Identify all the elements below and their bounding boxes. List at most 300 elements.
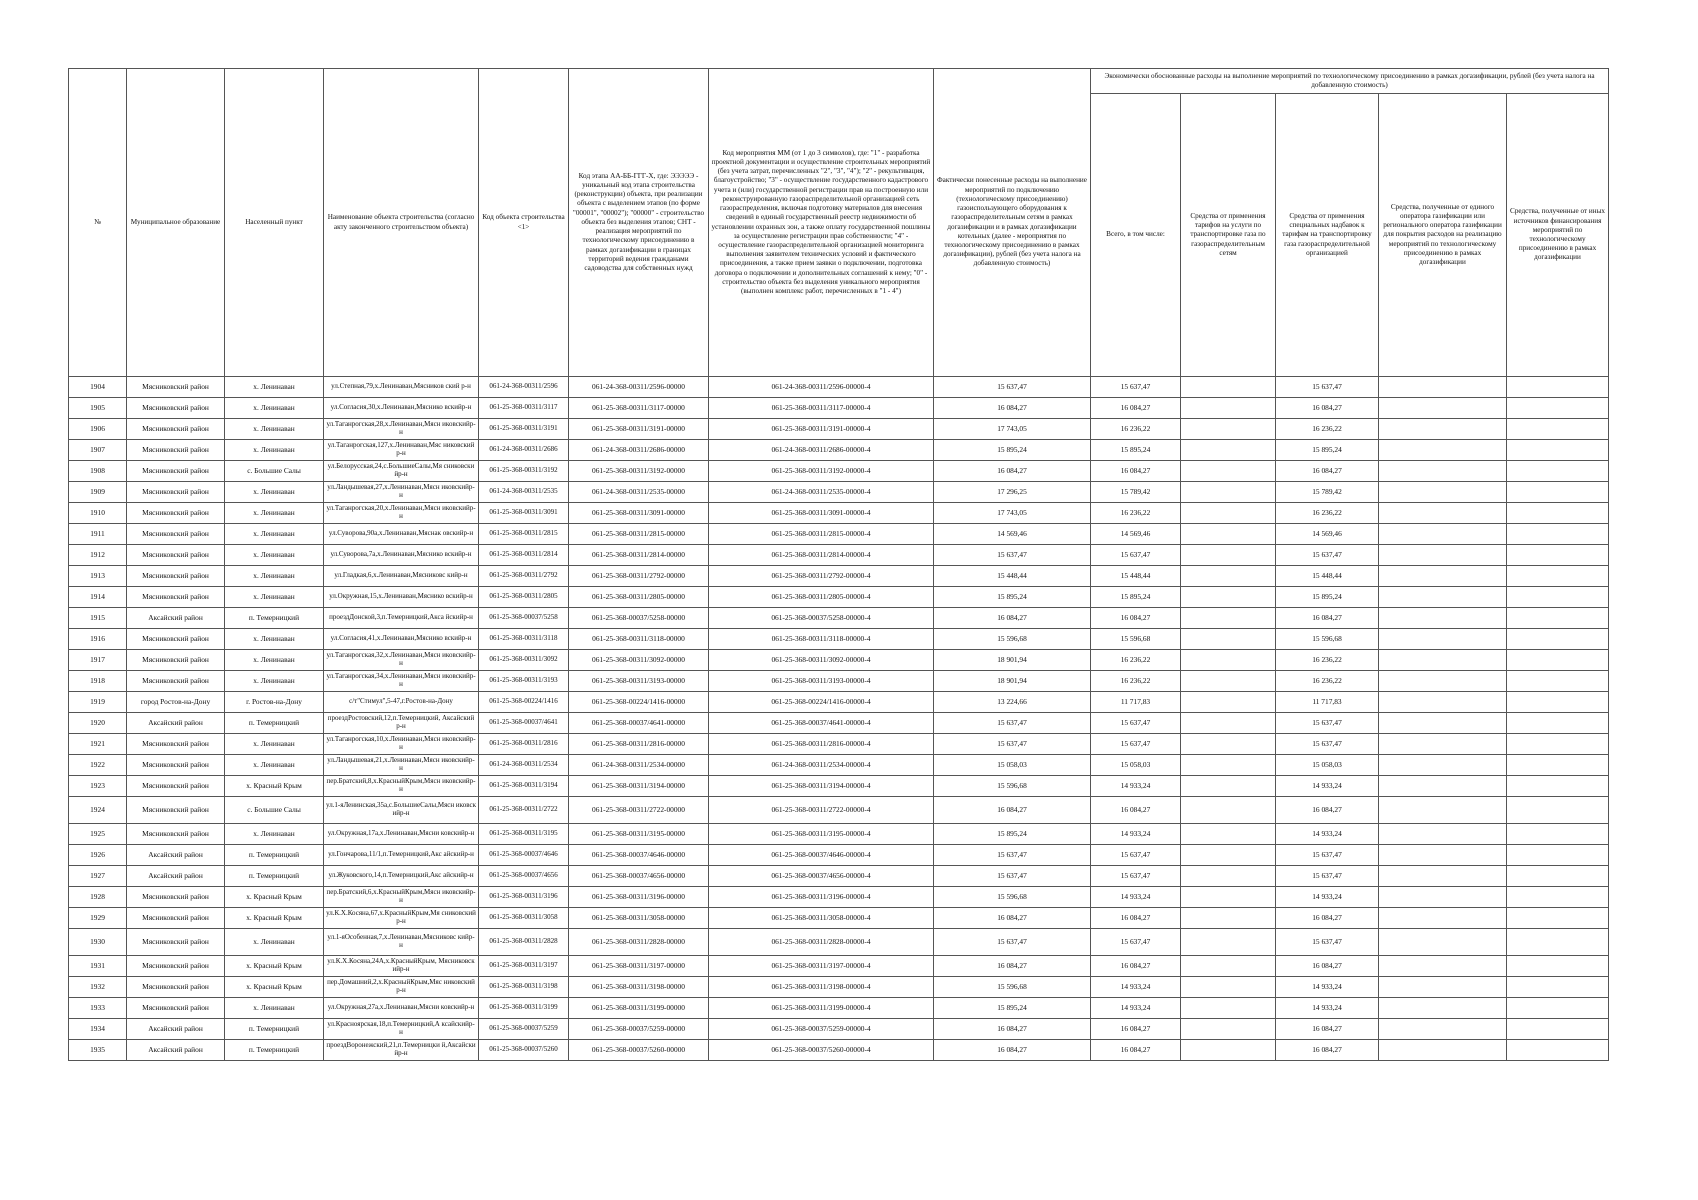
cell-actual-costs: 17 743,05 bbox=[934, 503, 1091, 524]
cell-actual-costs: 15 596,68 bbox=[934, 776, 1091, 797]
cell-object-name: с/т"Стимул",5-47,г.Ростов-на-Дону bbox=[324, 692, 479, 713]
cell-municipality: Мясниковский район bbox=[127, 929, 225, 956]
cell-stage-code: 061-25-368-00037/5258-00000 bbox=[569, 608, 709, 629]
cell-stage-code: 061-25-368-00037/5260-00000 bbox=[569, 1040, 709, 1061]
cell-total: 15 637,47 bbox=[1091, 929, 1181, 956]
cell-object-name: проездДонской,3,п.Темерницкий,Акса йскийр-н bbox=[324, 608, 479, 629]
cell-object-name: ул.К.Х.Косяна,67,х.КрасныйКрым,Мя сниковскийр-н bbox=[324, 908, 479, 929]
cell-settlement: х. Красный Крым bbox=[225, 776, 324, 797]
cell-total: 15 637,47 bbox=[1091, 866, 1181, 887]
cell-stage-code: 061-25-368-00311/3092-00000 bbox=[569, 650, 709, 671]
cell-stage-code: 061-25-368-00311/3198-00000 bbox=[569, 977, 709, 998]
cell-stage-code: 061-25-368-00037/4656-00000 bbox=[569, 866, 709, 887]
cell-num: 1934 bbox=[69, 1019, 127, 1040]
table-row bbox=[69, 608, 1609, 629]
cell-object-name: ул.Гладкая,6,х.Ленинаван,Мясниковс кийр-н bbox=[324, 566, 479, 587]
cell-measure-code: 061-25-368-00311/3193-00000-4 bbox=[709, 671, 934, 692]
cell-num: 1930 bbox=[69, 929, 127, 956]
cell-tariff bbox=[1181, 776, 1276, 797]
cell-municipality: Мясниковский район bbox=[127, 824, 225, 845]
cell-actual-costs: 16 084,27 bbox=[934, 608, 1091, 629]
table-row bbox=[69, 587, 1609, 608]
cell-municipality: Мясниковский район bbox=[127, 887, 225, 908]
cell-actual-costs: 15 448,44 bbox=[934, 566, 1091, 587]
cell-actual-costs: 16 084,27 bbox=[934, 398, 1091, 419]
col-tariff-header: Средства от применения тарифов на услуги по транспортировке газа по газораспределительным сетям bbox=[1181, 94, 1276, 377]
cell-tariff bbox=[1181, 587, 1276, 608]
cell-tariff bbox=[1181, 845, 1276, 866]
table-row bbox=[69, 977, 1609, 998]
cell-surcharge: 15 895,24 bbox=[1276, 440, 1379, 461]
table-row bbox=[69, 377, 1609, 398]
cell-settlement: х. Ленинаван bbox=[225, 377, 324, 398]
cell-settlement: с. Большие Салы bbox=[225, 797, 324, 824]
cell-surcharge: 16 084,27 bbox=[1276, 797, 1379, 824]
cell-settlement: х. Красный Крым bbox=[225, 887, 324, 908]
cell-measure-code: 061-25-368-00037/4646-00000-4 bbox=[709, 845, 934, 866]
cell-object-code: 061-25-368-00311/3117 bbox=[479, 398, 569, 419]
cell-num: 1917 bbox=[69, 650, 127, 671]
cell-other bbox=[1507, 419, 1609, 440]
cell-measure-code: 061-25-368-00037/4656-00000-4 bbox=[709, 866, 934, 887]
cell-operator bbox=[1379, 524, 1507, 545]
cell-other bbox=[1507, 503, 1609, 524]
cell-tariff bbox=[1181, 566, 1276, 587]
cell-object-code: 061-25-368-00311/2792 bbox=[479, 566, 569, 587]
cell-actual-costs: 15 637,47 bbox=[934, 866, 1091, 887]
cell-tariff bbox=[1181, 524, 1276, 545]
cell-other bbox=[1507, 908, 1609, 929]
cell-surcharge: 16 084,27 bbox=[1276, 1040, 1379, 1061]
cell-tariff bbox=[1181, 755, 1276, 776]
cell-tariff bbox=[1181, 998, 1276, 1019]
table-row bbox=[69, 734, 1609, 755]
cell-operator bbox=[1379, 908, 1507, 929]
cell-stage-code: 061-25-368-00311/2815-00000 bbox=[569, 524, 709, 545]
cell-object-name: ул.Таганрогская,127,х.Ленинаван,Мяс никовскийр-н bbox=[324, 440, 479, 461]
cell-object-code: 061-25-368-00311/3092 bbox=[479, 650, 569, 671]
col-object-code-header: Код объекта строительства <1> bbox=[479, 69, 569, 377]
cell-object-code: 061-25-368-00311/3058 bbox=[479, 908, 569, 929]
cell-stage-code: 061-25-368-00037/5259-00000 bbox=[569, 1019, 709, 1040]
cell-actual-costs: 13 224,66 bbox=[934, 692, 1091, 713]
cell-other bbox=[1507, 629, 1609, 650]
cell-num: 1908 bbox=[69, 461, 127, 482]
cell-measure-code: 061-24-368-00311/2534-00000-4 bbox=[709, 755, 934, 776]
cell-municipality: Мясниковский район bbox=[127, 650, 225, 671]
col-num-header: № bbox=[69, 69, 127, 377]
cell-municipality: Мясниковский район bbox=[127, 797, 225, 824]
cell-object-code: 061-24-368-00311/2535 bbox=[479, 482, 569, 503]
cell-num: 1933 bbox=[69, 998, 127, 1019]
cell-measure-code: 061-25-368-00311/3196-00000-4 bbox=[709, 887, 934, 908]
table-row bbox=[69, 461, 1609, 482]
table-header bbox=[69, 69, 1609, 377]
cell-surcharge: 14 933,24 bbox=[1276, 824, 1379, 845]
cell-measure-code: 061-25-368-00037/4641-00000-4 bbox=[709, 713, 934, 734]
cell-settlement: х. Ленинаван bbox=[225, 671, 324, 692]
table-row bbox=[69, 440, 1609, 461]
cell-surcharge: 14 569,46 bbox=[1276, 524, 1379, 545]
cell-stage-code: 061-25-368-00311/3058-00000 bbox=[569, 908, 709, 929]
cell-operator bbox=[1379, 998, 1507, 1019]
cell-operator bbox=[1379, 545, 1507, 566]
cell-operator bbox=[1379, 887, 1507, 908]
cell-actual-costs: 16 084,27 bbox=[934, 797, 1091, 824]
table-row bbox=[69, 713, 1609, 734]
cell-object-code: 061-25-368-00224/1416 bbox=[479, 692, 569, 713]
cell-total: 15 637,47 bbox=[1091, 713, 1181, 734]
table-row bbox=[69, 824, 1609, 845]
cell-object-code: 061-25-368-00311/3198 bbox=[479, 977, 569, 998]
cell-object-code: 061-25-368-00311/2805 bbox=[479, 587, 569, 608]
cell-operator bbox=[1379, 377, 1507, 398]
cell-object-name: ул.Таганрогская,10,х.Ленинаван,Мясн иковскийр-н bbox=[324, 734, 479, 755]
cell-object-name: пер.Братский,8,х.КрасныйКрым,Мясн иковскийр-н bbox=[324, 776, 479, 797]
cell-surcharge: 16 236,22 bbox=[1276, 671, 1379, 692]
col-operator-header: Средства, полученные от единого оператора газификации или регионального оператора газификации для покрытия расходов на реализацию мероприятий по технологическому присоединению в рамках догазификации bbox=[1379, 94, 1507, 377]
cell-surcharge: 16 236,22 bbox=[1276, 650, 1379, 671]
cell-municipality: Мясниковский район bbox=[127, 482, 225, 503]
cell-other bbox=[1507, 977, 1609, 998]
cell-measure-code: 061-25-368-00311/2722-00000-4 bbox=[709, 797, 934, 824]
table-row bbox=[69, 797, 1609, 824]
cell-surcharge: 15 637,47 bbox=[1276, 713, 1379, 734]
table-row bbox=[69, 629, 1609, 650]
cell-other bbox=[1507, 524, 1609, 545]
cell-other bbox=[1507, 887, 1609, 908]
cell-total: 16 236,22 bbox=[1091, 650, 1181, 671]
cell-municipality: Аксайский район bbox=[127, 866, 225, 887]
cell-object-name: ул.Согласия,30,х.Ленинаван,Мяснико вскийр-н bbox=[324, 398, 479, 419]
cell-settlement: г. Ростов-на-Дону bbox=[225, 692, 324, 713]
cell-num: 1935 bbox=[69, 1040, 127, 1061]
cell-measure-code: 061-25-368-00311/2828-00000-4 bbox=[709, 929, 934, 956]
cell-surcharge: 16 084,27 bbox=[1276, 1019, 1379, 1040]
cell-settlement: п. Темерницкий bbox=[225, 1019, 324, 1040]
cell-municipality: Мясниковский район bbox=[127, 755, 225, 776]
cell-object-name: ул.Красноярская,18,п.Темерницкий,А ксайскийр-н bbox=[324, 1019, 479, 1040]
cell-operator bbox=[1379, 713, 1507, 734]
cell-actual-costs: 15 637,47 bbox=[934, 377, 1091, 398]
cell-surcharge: 15 637,47 bbox=[1276, 929, 1379, 956]
cell-total: 15 058,03 bbox=[1091, 755, 1181, 776]
cell-actual-costs: 16 084,27 bbox=[934, 908, 1091, 929]
cell-other bbox=[1507, 692, 1609, 713]
cell-object-code: 061-25-368-00311/3197 bbox=[479, 956, 569, 977]
cell-stage-code: 061-25-368-00311/3195-00000 bbox=[569, 824, 709, 845]
cell-operator bbox=[1379, 461, 1507, 482]
cell-total: 11 717,83 bbox=[1091, 692, 1181, 713]
cell-stage-code: 061-25-368-00311/3118-00000 bbox=[569, 629, 709, 650]
cell-object-code: 061-25-368-00311/2722 bbox=[479, 797, 569, 824]
cell-other bbox=[1507, 797, 1609, 824]
cell-total: 16 084,27 bbox=[1091, 956, 1181, 977]
table-row bbox=[69, 845, 1609, 866]
cell-total: 15 637,47 bbox=[1091, 845, 1181, 866]
cell-other bbox=[1507, 608, 1609, 629]
cell-surcharge: 16 236,22 bbox=[1276, 419, 1379, 440]
cell-actual-costs: 15 637,47 bbox=[934, 929, 1091, 956]
cell-actual-costs: 16 084,27 bbox=[934, 461, 1091, 482]
cell-tariff bbox=[1181, 419, 1276, 440]
costs-table bbox=[68, 68, 1609, 1061]
table-row bbox=[69, 956, 1609, 977]
document-page bbox=[68, 68, 1608, 1061]
cell-stage-code: 061-25-368-00311/2828-00000 bbox=[569, 929, 709, 956]
cell-surcharge: 15 448,44 bbox=[1276, 566, 1379, 587]
cell-object-name: ул.Ландышевая,27,х.Ленинаван,Мясн иковскийр-н bbox=[324, 482, 479, 503]
cell-stage-code: 061-24-368-00311/2686-00000 bbox=[569, 440, 709, 461]
cell-total: 16 236,22 bbox=[1091, 503, 1181, 524]
cell-num: 1921 bbox=[69, 734, 127, 755]
col-other-header: Средства, полученные от иных источников финансирования мероприятий по технологическому присоединению в рамках догазификации bbox=[1507, 94, 1609, 377]
cell-num: 1919 bbox=[69, 692, 127, 713]
cell-total: 16 236,22 bbox=[1091, 671, 1181, 692]
cell-object-name: ул.Окружная,17а,х.Ленинаван,Мясни ковскийр-н bbox=[324, 824, 479, 845]
cell-municipality: Мясниковский район bbox=[127, 776, 225, 797]
cell-actual-costs: 16 084,27 bbox=[934, 956, 1091, 977]
cell-operator bbox=[1379, 956, 1507, 977]
cell-object-name: ул.Жуковского,14,п.Темерницкий,Акс айскийр-н bbox=[324, 866, 479, 887]
cell-object-name: ул.Гончарова,11/1,п.Темерницкий,Акс айскийр-н bbox=[324, 845, 479, 866]
cell-settlement: х. Ленинаван bbox=[225, 524, 324, 545]
cell-surcharge: 14 933,24 bbox=[1276, 998, 1379, 1019]
cell-stage-code: 061-25-368-00311/2722-00000 bbox=[569, 797, 709, 824]
cell-object-code: 061-24-368-00311/2534 bbox=[479, 755, 569, 776]
cell-operator bbox=[1379, 977, 1507, 998]
cell-measure-code: 061-24-368-00311/2596-00000-4 bbox=[709, 377, 934, 398]
cell-operator bbox=[1379, 629, 1507, 650]
cell-actual-costs: 15 895,24 bbox=[934, 824, 1091, 845]
cell-measure-code: 061-24-368-00311/2686-00000-4 bbox=[709, 440, 934, 461]
cell-other bbox=[1507, 929, 1609, 956]
cell-tariff bbox=[1181, 398, 1276, 419]
cell-municipality: Мясниковский район bbox=[127, 566, 225, 587]
col-total-header: Всего, в том числе: bbox=[1091, 94, 1181, 377]
cell-object-code: 061-25-368-00311/3118 bbox=[479, 629, 569, 650]
cell-settlement: х. Ленинаван bbox=[225, 482, 324, 503]
cell-settlement: х. Красный Крым bbox=[225, 908, 324, 929]
cell-operator bbox=[1379, 650, 1507, 671]
cell-object-name: ул.Ландышевая,21,х.Ленинаван,Мясн иковскийр-н bbox=[324, 755, 479, 776]
cell-total: 14 569,46 bbox=[1091, 524, 1181, 545]
cell-object-code: 061-25-368-00311/2814 bbox=[479, 545, 569, 566]
cell-num: 1931 bbox=[69, 956, 127, 977]
cell-total: 15 637,47 bbox=[1091, 734, 1181, 755]
cell-object-name: ул.Таганрогская,28,х.Ленинаван,Мясн иковскийр-н bbox=[324, 419, 479, 440]
cell-measure-code: 061-25-368-00311/2816-00000-4 bbox=[709, 734, 934, 755]
cell-object-code: 061-25-368-00311/3194 bbox=[479, 776, 569, 797]
cell-actual-costs: 18 901,94 bbox=[934, 650, 1091, 671]
cell-stage-code: 061-25-368-00311/3191-00000 bbox=[569, 419, 709, 440]
cell-object-name: ул.Окружная,15,х.Ленинаван,Мяснико вскийр-н bbox=[324, 587, 479, 608]
cell-object-name: ул.Белорусская,24,с.БольшиеСалы,Мя сниковскийр-н bbox=[324, 461, 479, 482]
cell-object-code: 061-25-368-00311/2816 bbox=[479, 734, 569, 755]
table-row bbox=[69, 545, 1609, 566]
cell-municipality: Аксайский район bbox=[127, 1019, 225, 1040]
cell-total: 16 084,27 bbox=[1091, 1019, 1181, 1040]
cell-settlement: х. Ленинаван bbox=[225, 998, 324, 1019]
cell-other bbox=[1507, 713, 1609, 734]
cell-surcharge: 15 058,03 bbox=[1276, 755, 1379, 776]
cell-surcharge: 15 637,47 bbox=[1276, 545, 1379, 566]
cell-municipality: Аксайский район bbox=[127, 1040, 225, 1061]
cell-surcharge: 15 637,47 bbox=[1276, 734, 1379, 755]
cell-actual-costs: 15 596,68 bbox=[934, 887, 1091, 908]
cell-actual-costs: 15 058,03 bbox=[934, 755, 1091, 776]
cell-measure-code: 061-25-368-00311/3191-00000-4 bbox=[709, 419, 934, 440]
cell-object-name: ул.Таганрогская,20,х.Ленинаван,Мясн иковскийр-н bbox=[324, 503, 479, 524]
table-row bbox=[69, 566, 1609, 587]
cell-actual-costs: 15 895,24 bbox=[934, 587, 1091, 608]
cell-actual-costs: 15 637,47 bbox=[934, 845, 1091, 866]
cell-measure-code: 061-25-368-00311/3092-00000-4 bbox=[709, 650, 934, 671]
cell-other bbox=[1507, 734, 1609, 755]
cell-settlement: х. Ленинаван bbox=[225, 824, 324, 845]
cell-measure-code: 061-25-368-00311/3194-00000-4 bbox=[709, 776, 934, 797]
table-row bbox=[69, 692, 1609, 713]
cell-other bbox=[1507, 1019, 1609, 1040]
cell-object-name: ул.К.Х.Косяна,24А,х.КрасныйКрым, Мясниковскийр-н bbox=[324, 956, 479, 977]
cell-operator bbox=[1379, 671, 1507, 692]
cell-tariff bbox=[1181, 461, 1276, 482]
cell-stage-code: 061-25-368-00311/2816-00000 bbox=[569, 734, 709, 755]
cell-settlement: х. Ленинаван bbox=[225, 650, 324, 671]
cell-num: 1915 bbox=[69, 608, 127, 629]
cell-other bbox=[1507, 482, 1609, 503]
cell-operator bbox=[1379, 734, 1507, 755]
cell-measure-code: 061-25-368-00311/3199-00000-4 bbox=[709, 998, 934, 1019]
cell-num: 1913 bbox=[69, 566, 127, 587]
cell-tariff bbox=[1181, 608, 1276, 629]
cell-object-name: ул.1-яОсобенная,7,х.Ленинаван,Мясниковс кийр-н bbox=[324, 929, 479, 956]
cell-tariff bbox=[1181, 440, 1276, 461]
cell-surcharge: 16 084,27 bbox=[1276, 461, 1379, 482]
cell-municipality: Аксайский район bbox=[127, 845, 225, 866]
cell-settlement: п. Темерницкий bbox=[225, 713, 324, 734]
cell-operator bbox=[1379, 1040, 1507, 1061]
cell-object-code: 061-24-368-00311/2686 bbox=[479, 440, 569, 461]
cell-num: 1932 bbox=[69, 977, 127, 998]
table-row bbox=[69, 419, 1609, 440]
cell-settlement: х. Ленинаван bbox=[225, 419, 324, 440]
cell-object-name: ул.Степная,79,х.Ленинаван,Мясников ский р-н bbox=[324, 377, 479, 398]
cell-stage-code: 061-24-368-00311/2535-00000 bbox=[569, 482, 709, 503]
cell-stage-code: 061-25-368-00311/2814-00000 bbox=[569, 545, 709, 566]
cell-surcharge: 15 637,47 bbox=[1276, 377, 1379, 398]
cell-total: 16 084,27 bbox=[1091, 608, 1181, 629]
cell-actual-costs: 15 637,47 bbox=[934, 713, 1091, 734]
cell-actual-costs: 16 084,27 bbox=[934, 1040, 1091, 1061]
col-surcharge-header: Средства от применения специальных надбавок к тарифам на транспортировку газа газораспределительной организацией bbox=[1276, 94, 1379, 377]
cell-municipality: Мясниковский район bbox=[127, 398, 225, 419]
cell-surcharge: 15 789,42 bbox=[1276, 482, 1379, 503]
cell-total: 15 637,47 bbox=[1091, 545, 1181, 566]
econ-costs-group-header: Экономически обоснованные расходы на выполнение мероприятий по технологическому присоединению в рамках догазификации, рублей (без учета налога на добавленную стоимость) bbox=[1091, 69, 1609, 94]
cell-settlement: х. Красный Крым bbox=[225, 956, 324, 977]
cell-other bbox=[1507, 866, 1609, 887]
cell-tariff bbox=[1181, 887, 1276, 908]
cell-stage-code: 061-24-368-00311/2596-00000 bbox=[569, 377, 709, 398]
cell-tariff bbox=[1181, 377, 1276, 398]
cell-municipality: Мясниковский район bbox=[127, 908, 225, 929]
cell-total: 15 895,24 bbox=[1091, 440, 1181, 461]
cell-settlement: х. Красный Крым bbox=[225, 977, 324, 998]
cell-object-name: проездВоронежский,21,п.Темерницки й,Аксайскийр-н bbox=[324, 1040, 479, 1061]
cell-settlement: х. Ленинаван bbox=[225, 755, 324, 776]
cell-object-name: ул.1-яЛенинская,35а,с.БольшиеСалы,Мясн иковскийр-н bbox=[324, 797, 479, 824]
cell-num: 1904 bbox=[69, 377, 127, 398]
cell-operator bbox=[1379, 845, 1507, 866]
cell-actual-costs: 15 637,47 bbox=[934, 545, 1091, 566]
cell-stage-code: 061-25-368-00311/3117-00000 bbox=[569, 398, 709, 419]
cell-operator bbox=[1379, 755, 1507, 776]
cell-object-name: ул.Окружная,27а,х.Ленинаван,Мясни ковскийр-н bbox=[324, 998, 479, 1019]
table-row bbox=[69, 1019, 1609, 1040]
cell-stage-code: 061-25-368-00037/4646-00000 bbox=[569, 845, 709, 866]
cell-operator bbox=[1379, 503, 1507, 524]
col-stage-code-header: Код этапа АА-ББ-ГГГ-Х, где: ЭЭЭЭЭ - уникальный код этапа строительства (реконструкции) объекта, при реализации объекта с выделением этапов (по форме "00001", "00002"); "00000" - строительство объекта без выделения этапов; СНТ - реализация мероприятий по технологическому присоединению в рамках догазификации в границах территорий ведения гражданами садоводства для собственных нужд bbox=[569, 69, 709, 377]
cell-municipality: Мясниковский район bbox=[127, 440, 225, 461]
cell-object-code: 061-25-368-00311/3195 bbox=[479, 824, 569, 845]
cell-other bbox=[1507, 398, 1609, 419]
cell-num: 1922 bbox=[69, 755, 127, 776]
cell-measure-code: 061-25-368-00311/3118-00000-4 bbox=[709, 629, 934, 650]
cell-object-code: 061-25-368-00037/4656 bbox=[479, 866, 569, 887]
cell-settlement: х. Ленинаван bbox=[225, 503, 324, 524]
cell-total: 14 933,24 bbox=[1091, 977, 1181, 998]
cell-tariff bbox=[1181, 545, 1276, 566]
cell-other bbox=[1507, 377, 1609, 398]
cell-operator bbox=[1379, 866, 1507, 887]
cell-object-code: 061-25-368-00311/3192 bbox=[479, 461, 569, 482]
cell-total: 14 933,24 bbox=[1091, 824, 1181, 845]
cell-tariff bbox=[1181, 692, 1276, 713]
cell-stage-code: 061-25-368-00311/3192-00000 bbox=[569, 461, 709, 482]
cell-tariff bbox=[1181, 956, 1276, 977]
cell-operator bbox=[1379, 587, 1507, 608]
cell-actual-costs: 17 743,05 bbox=[934, 419, 1091, 440]
cell-operator bbox=[1379, 776, 1507, 797]
cell-stage-code: 061-25-368-00311/3199-00000 bbox=[569, 998, 709, 1019]
cell-tariff bbox=[1181, 1019, 1276, 1040]
cell-tariff bbox=[1181, 629, 1276, 650]
cell-other bbox=[1507, 461, 1609, 482]
cell-other bbox=[1507, 1040, 1609, 1061]
cell-actual-costs: 17 296,25 bbox=[934, 482, 1091, 503]
cell-num: 1920 bbox=[69, 713, 127, 734]
cell-object-name: проездРостовский,12,п.Темерницкий, Аксайскийр-н bbox=[324, 713, 479, 734]
cell-surcharge: 15 596,68 bbox=[1276, 629, 1379, 650]
cell-total: 15 637,47 bbox=[1091, 377, 1181, 398]
cell-settlement: х. Ленинаван bbox=[225, 929, 324, 956]
cell-municipality: Мясниковский район bbox=[127, 503, 225, 524]
cell-num: 1907 bbox=[69, 440, 127, 461]
cell-other bbox=[1507, 545, 1609, 566]
cell-total: 15 448,44 bbox=[1091, 566, 1181, 587]
cell-surcharge: 15 637,47 bbox=[1276, 845, 1379, 866]
cell-num: 1926 bbox=[69, 845, 127, 866]
cell-num: 1918 bbox=[69, 671, 127, 692]
cell-settlement: п. Темерницкий bbox=[225, 845, 324, 866]
cell-operator bbox=[1379, 608, 1507, 629]
table-row bbox=[69, 503, 1609, 524]
cell-other bbox=[1507, 671, 1609, 692]
cell-stage-code: 061-25-368-00224/1416-00000 bbox=[569, 692, 709, 713]
table-row bbox=[69, 866, 1609, 887]
cell-num: 1929 bbox=[69, 908, 127, 929]
